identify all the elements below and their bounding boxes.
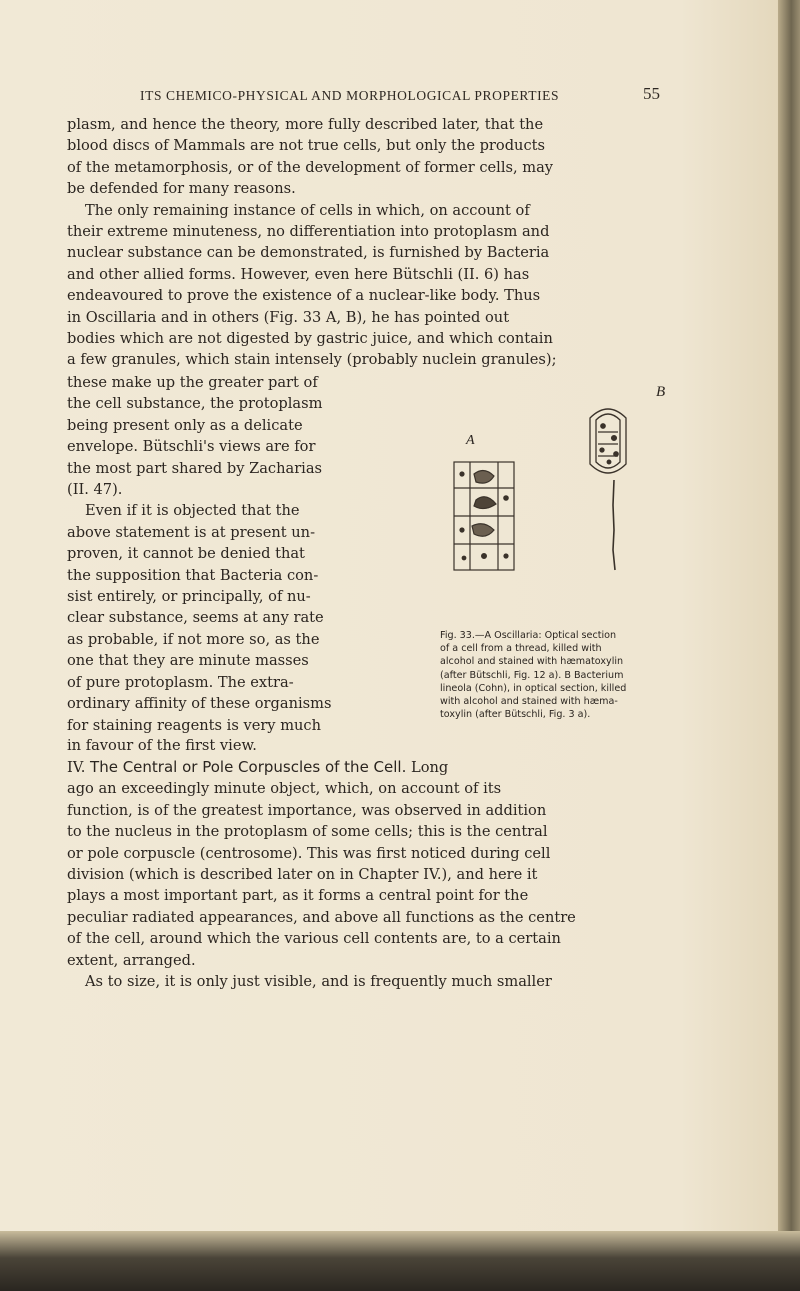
text-line: the most part shared by Zacharias — [67, 459, 323, 477]
text-line: endeavoured to prove the existence of a nuclear-like body. Thus — [67, 287, 541, 305]
text-line: being present only as a delicate — [67, 416, 303, 434]
text-line: and other allied forms. However, even here Bütschli (II. 6) has — [67, 265, 530, 283]
caption-line: of a cell from a thread, killed with — [440, 643, 602, 655]
caption-line: with alcohol and stained with hæma- — [440, 696, 618, 708]
text-line: blood discs of Mammals are not true cells, but only the products — [67, 137, 545, 155]
text-line: peculiar radiated appearances, and above all functions as the centre — [67, 908, 576, 926]
text-line: function, is of the greatest importance, was observed in addition — [67, 801, 547, 819]
text-line: plays a most important part, as it forms a central point for the — [67, 887, 529, 905]
text-line: be defended for many reasons. — [67, 180, 296, 198]
text-line: extent, arranged. — [67, 951, 196, 969]
column-text — [67, 372, 429, 736]
text-line: or pole corpuscle (centrosome). This was first noticed during cell — [67, 844, 551, 862]
text-line: these make up the greater part of — [67, 374, 318, 391]
bacterium-cell-b — [590, 409, 626, 570]
text-line: the supposition that Bacteria con- — [67, 566, 319, 584]
section-iv — [67, 757, 673, 992]
figure-label-a: A — [466, 433, 475, 448]
figure-label-b: B — [656, 384, 666, 400]
text-line: ago an exceedingly minute object, which, on account of its — [67, 780, 502, 798]
text-line: a few granules, which stain intensely (probably nuclein granules); — [67, 351, 557, 369]
caption-line: alcohol and stained with hæmatoxylin — [440, 656, 624, 668]
text-line: of the metamorphosis, or of the development of former cells, may — [67, 158, 554, 176]
text-line: to the nucleus in the protoplasm of some cells; this is the central — [67, 823, 548, 841]
paragraph-1 — [67, 114, 673, 371]
caption-line: Fig. 33.—A Oscillaria: Optical section — [440, 630, 617, 641]
text-line: one that they are minute masses — [67, 652, 309, 670]
text-line: in Oscillaria and in others (Fig. 33 A, B), he has pointed out — [67, 308, 510, 326]
text-line: as probable, if not more so, as the — [67, 630, 320, 648]
text-line: the cell substance, the protoplasm — [67, 395, 323, 413]
text-line: plasm, and hence the theory, more fully described later, that the — [67, 116, 544, 133]
running-title: ITS CHEMICO-PHYSICAL AND MORPHOLOGICAL PROPERTIES — [140, 88, 560, 103]
text-line: envelope. Bütschli's views are for — [67, 438, 316, 456]
text-line: sist entirely, or principally, of nu- — [67, 588, 311, 606]
text-line: above statement is at present un- — [67, 523, 315, 541]
text-line: Long — [411, 759, 449, 776]
text-line: proven, it cannot be denied that — [67, 545, 305, 563]
text-line: their extreme minuteness, no differentiation into protoplasm and — [67, 223, 550, 241]
section-heading-line — [67, 757, 673, 778]
text-line: of pure protoplasm. The extra- — [67, 673, 294, 691]
figure-33 — [440, 370, 685, 620]
text-line: of the cell, around which the various cell contents are, to a certain — [67, 930, 561, 948]
running-header — [140, 84, 660, 104]
caption-line: (after Bütschli, Fig. 12 a). B Bacterium — [440, 669, 624, 681]
caption-line: toxylin (after Bütschli, Fig. 3 a). — [440, 709, 591, 721]
text-line: The only remaining instance of cells in which, on account of — [85, 201, 530, 219]
scan-bottom-shadow — [0, 1231, 800, 1291]
caption-line: lineola (Cohn), in optical section, killed — [440, 682, 627, 694]
text-line: for staining reagents is very much — [67, 716, 322, 734]
figure-33-illustration — [440, 370, 685, 620]
text-line: ordinary affinity of these organisms — [67, 695, 332, 713]
text-line: As to size, it is only just visible, and is frequently much smaller — [85, 973, 552, 991]
text-line: nuclear substance can be demonstrated, is furnished by Bacteria — [67, 244, 550, 262]
text-line: Even if it is objected that the — [85, 502, 300, 520]
oscillaria-cell-a — [454, 462, 514, 570]
figure-caption — [440, 629, 678, 721]
text-line: clear substance, seems at any rate — [67, 609, 324, 627]
column-last-line: in favour of the first view. — [67, 737, 257, 754]
section-heading: The Central or Pole Corpuscles of the Cell. — [90, 758, 407, 776]
text-line: division (which is described later on in Chapter IV.), and here it — [67, 866, 538, 884]
section-number: IV. — [67, 759, 86, 776]
page-number: 55 — [643, 84, 660, 103]
text-line: (II. 47). — [67, 481, 123, 499]
text-line: bodies which are not digested by gastric juice, and which contain — [67, 330, 553, 348]
book-edge-shadow — [778, 0, 800, 1291]
